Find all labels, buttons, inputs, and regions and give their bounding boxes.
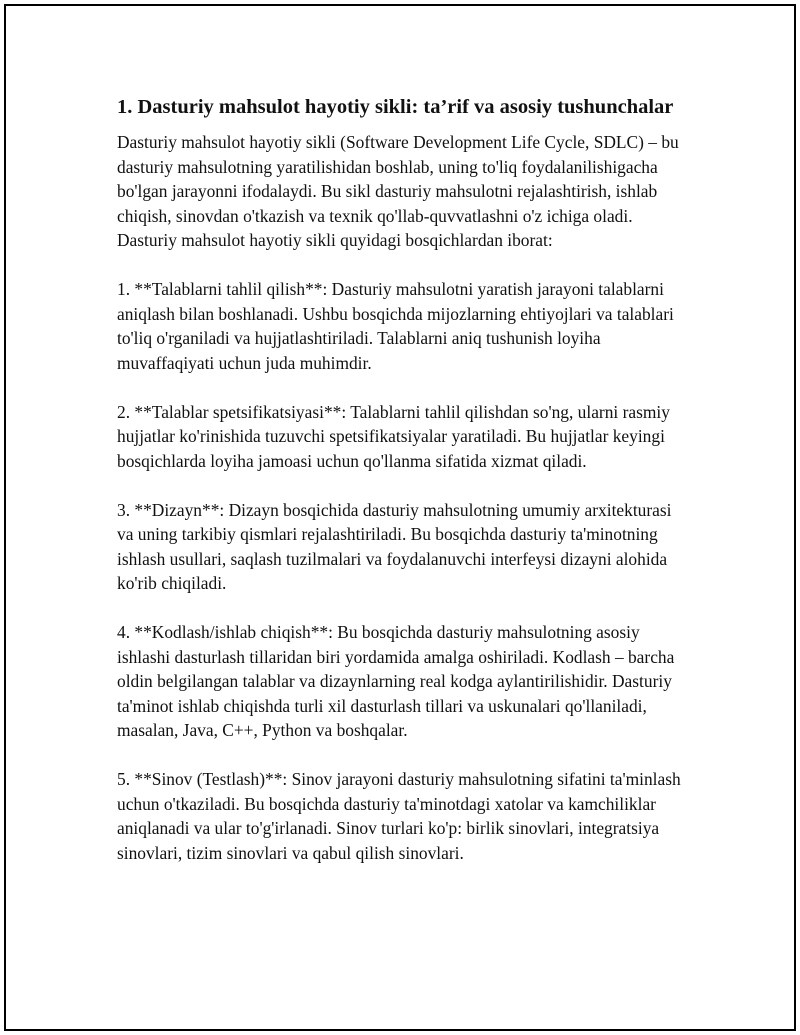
coding-paragraph: 4. **Kodlash/ishlab chiqish**: Bu bosqichda dasturiy mahsulotning asosiy ishlashi dasturlash tillaridan biri yordamida amalga oshiriladi. Kodlash – barcha oldin belgilangan talablar va dizaynlarning real kodga aylantirilishidir. Dasturiy ta'minot ishlab chiqishda turli xil dasturlash tillari va uskunalari qo'llaniladi, masalan, Java, C++, Python va boshqalar. <box>117 622 675 740</box>
section-heading: 1. Dasturiy mahsulot hayotiy sikli: ta’rif va asosiy tushunchalar <box>117 96 674 118</box>
intro-paragraph: Dasturiy mahsulot hayotiy sikli (Software Development Life Cycle, SDLC) – bu dasturiy mahsulotning yaratilishidan boshlab, uning to'liq foydalanilishigacha bo'lgan jarayonni ifodalaydi. Bu sikl dasturiy mahsulotni rejalashtirish, ishlab chiqish, sinovdan o'tkazish va texnik qo'llab-quvvatlashni o'z ichiga oladi. Dasturiy mahsulot hayotiy sikli quyidagi bosqichlardan iborat: <box>117 132 679 250</box>
design-paragraph: 3. **Dizayn**: Dizayn bosqichida dasturiy mahsulotning umumiy arxitekturasi va uning tarkibiy qismlari rejalashtiriladi. Bu bosqichda dasturiy ta'minotning ishlash usullari, saqlash tuzilmalari va foydalanuvchi interfeysi dizayni alohida ko'rib chiqiladi. <box>117 499 672 593</box>
requirements-specification-paragraph: 2. **Talablar spetsifikatsiyasi**: Talablarni tahlil qilishdan so'ng, ularni rasmiy hujjatlar ko'rinishida tuzuvchi spetsifikatsiyalar yaratiladi. Bu hujjatlar keyingi bosqichlarda loyiha jamoasi uchun qo'llanma sifatida xizmat qiladi. <box>117 401 670 471</box>
testing-paragraph: 5. **Sinov (Testlash)**: Sinov jarayoni dasturiy mahsulotning sifatini ta'minlash uchun o'tkaziladi. Bu bosqichda dasturiy ta'minotdagi xatolar va kamchiliklar aniqlanadi va ular to'g'irlanadi. Sinov turlari ko'p: birlik sinovlari, integratsiya sinovlari, tizim sinovlari va qabul qilish sinovlari. <box>117 769 681 863</box>
requirements-analysis-paragraph: 1. **Talablarni tahlil qilish**: Dasturiy mahsulotni yaratish jarayoni talablarni aniqlash bilan boshlanadi. Ushbu bosqichda mijozlarning ehtiyojlari va talablari to'liq o'rganiladi va hujjatlashtiriladi. Talablarni aniq tushunish loyiha muvaffaqiyati uchun juda muhimdir. <box>117 279 674 373</box>
document-body <box>117 94 689 890</box>
